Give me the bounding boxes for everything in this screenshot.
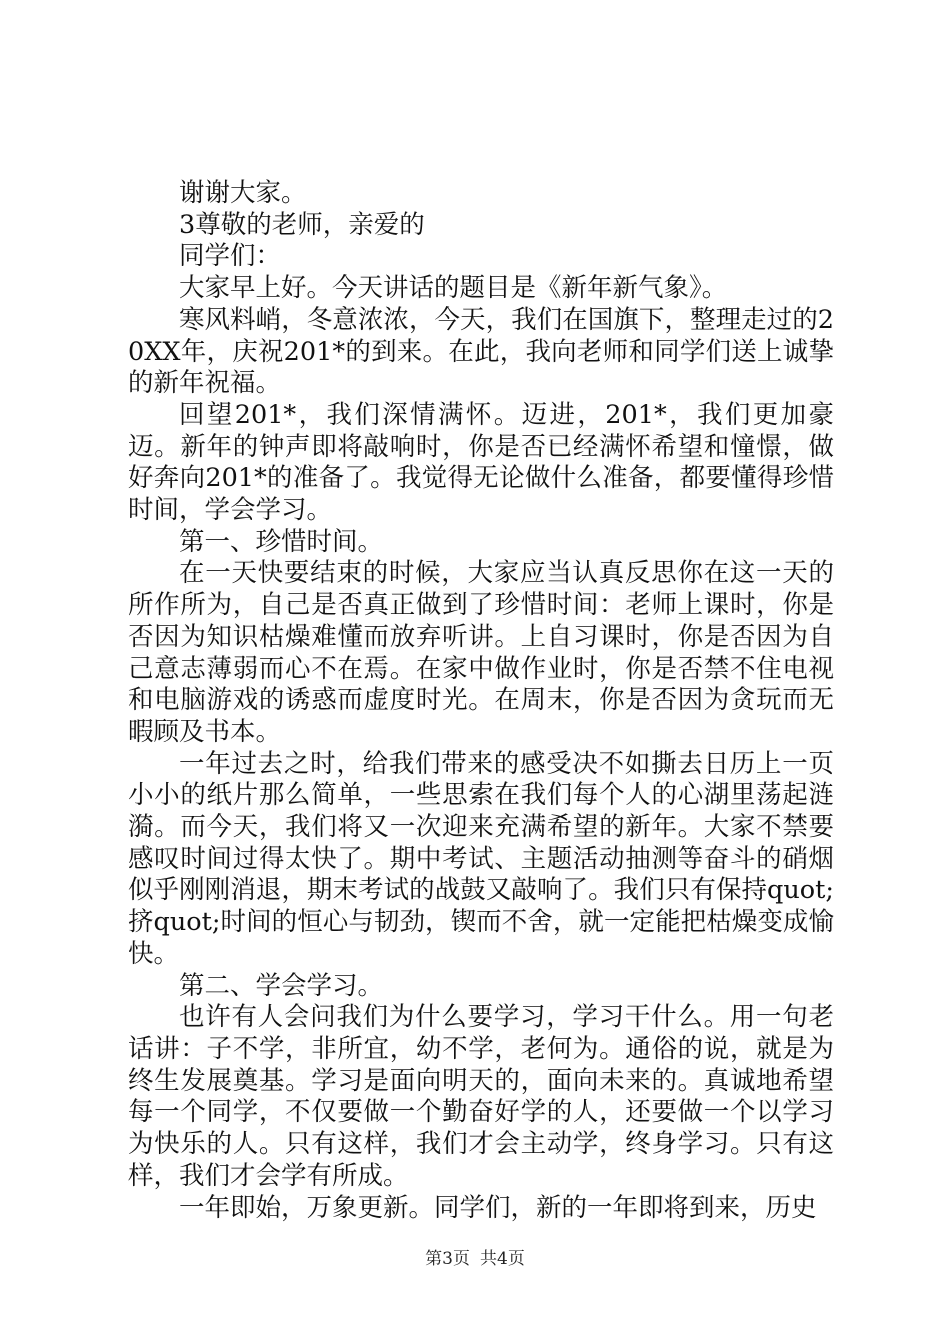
paragraph-looking-back: 回望201*，我们深情满怀。迈进，201*，我们更加豪迈。新年的钟声即将敲响时，你是否已经满怀希望和憧憬，做好奔向201*的准备了。我觉得无论做什么准备，都要懂得珍惜时间，学会学习。 (128, 399, 834, 526)
paragraph-year-passing: 一年过去之时，给我们带来的感受决不如撕去日历上一页小小的纸片那么简单，一些思索在我们每个人的心湖里荡起涟漪。而今天，我们将又一次迎来充满希望的新年。大家不禁要感叹时间过得太快了。期中考试、主题活动抽测等奋斗的硝烟似乎刚刚消退，期末考试的战鼓又敲响了。我们只有保持quot;挤quot;时间的恒心与韧劲，锲而不舍，就一定能把枯燥变成愉快。 (128, 748, 834, 969)
paragraph-greeting-teachers: 3尊敬的老师，亲爱的 (179, 209, 425, 240)
paragraph-topic: 大家早上好。今天讲话的题目是《新年新气象》。 (179, 273, 728, 304)
section-heading-cherish-time: 第一、珍惜时间。 (179, 526, 384, 557)
paragraph-opening: 寒风料峭，冬意浓浓，今天，我们在国旗下，整理走过的20XX年，庆祝201*的到来。在此，我向老师和同学们送上诚挚的新年祝福。 (128, 304, 834, 399)
document-body (128, 178, 834, 1224)
paragraph-reflection: 在一天快要结束的时候，大家应当认真反思你在这一天的所作所为，自己是否真正做到了珍惜时间：老师上课时，你是否因为知识枯燥难懂而放弃听讲。上自习课时，你是否因为自己意志薄弱而心不在焉。在家中做作业时，你是否禁不住电视和电脑游戏的诱惑而虚度时光。在周末，你是否因为贪玩而无暇顾及书本。 (128, 558, 834, 747)
page-total: 共4页 (480, 1249, 525, 1269)
paragraph-greeting-students: 同学们： (179, 241, 282, 272)
page-footer (0, 1244, 950, 1269)
section-heading-learn-to-learn: 第二、学会学习。 (179, 970, 384, 1001)
paragraph-new-year: 一年即始，万象更新。同学们，新的一年即将到来，历史 (179, 1192, 817, 1223)
paragraph-thanks: 谢谢大家。 (179, 178, 307, 208)
page-number: 第3页 (425, 1249, 470, 1269)
paragraph-why-study: 也许有人会问我们为什么要学习，学习干什么。用一句老话讲：子不学，非所宜，幼不学，老何为。通俗的说，就是为终生发展奠基。学习是面向明天的，面向未来的。真诚地希望每一个同学，不仅要做一个勤奋好学的人，还要做一个以学习为快乐的人。只有这样，我们才会主动学，终身学习。只有这样，我们才会学有所成。 (128, 1002, 834, 1191)
